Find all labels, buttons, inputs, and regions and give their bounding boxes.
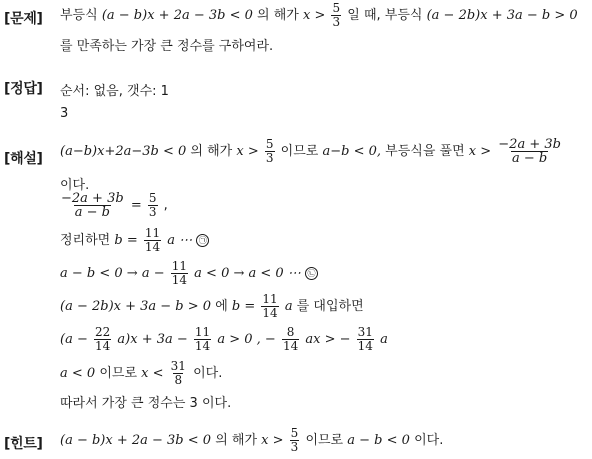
problem-line-1: 부등식 (a − b)x + 2a − 3b < 0 의 해가 x > $\frac{5}{3}$ 일 때, 부등식 (a − 2b)x + 3a − b > 0 — [60, 1, 578, 29]
fraction-denominator: a − b — [74, 205, 110, 220]
answer-label: [정답] — [4, 81, 43, 97]
fraction-numerator: 11 — [194, 325, 211, 339]
answer-meta: 순서: 없음, 갯수: 1 — [60, 84, 169, 99]
hint-line: (a − b)x + 2a − 3b < 0 의 해가 x > $\frac{5}{3}$ 이므로 a − b < 0 이다. — [60, 426, 444, 454]
fraction-denominator: 14 — [262, 306, 278, 320]
fraction-denominator: 8 — [174, 373, 183, 387]
fraction-numerator: −2a + 3b — [61, 191, 124, 206]
fraction — [261, 293, 278, 320]
fraction-numerator: 5 — [148, 191, 157, 205]
fraction-denominator: a − b — [512, 151, 548, 166]
fraction-denominator: 14 — [282, 339, 299, 353]
fraction — [290, 427, 300, 454]
fraction-numerator: 8 — [286, 325, 295, 339]
fraction-denominator: 14 — [95, 339, 111, 353]
explanation-line-7: (a − $\frac{22}{14}$ a)x + 3a − $\frac{11}{14}$ a > 0 , − $\frac{8}{14}$ ax > − $\frac{31}{14}$ a — [60, 325, 388, 353]
fraction — [148, 192, 158, 219]
fraction — [497, 138, 562, 165]
fraction — [170, 360, 187, 387]
fraction-denominator: 14 — [357, 339, 373, 353]
fraction-numerator: 31 — [170, 359, 186, 373]
circled-mark: ㉡ — [305, 267, 318, 280]
circled-mark: ㉠ — [196, 234, 209, 247]
fraction — [171, 260, 188, 287]
fraction — [282, 326, 299, 353]
hint-label: [힌트] — [4, 436, 43, 452]
fraction-numerator: 5 — [332, 1, 341, 15]
explanation-label: [해설] — [4, 151, 43, 167]
fraction-numerator: 31 — [357, 325, 373, 339]
fraction-numerator: 11 — [171, 259, 188, 273]
fraction-denominator: 3 — [332, 15, 341, 29]
explanation-line-3: $\frac{-2a + 3b}{a - b}$ = $\frac{5}{3}$ , — [61, 191, 168, 220]
explanation-line-4: 정리하면 b = $\frac{11}{14}$ a ⋯ ㉠ — [60, 227, 209, 254]
explanation-line-2: 이다. — [60, 178, 90, 193]
fraction-denominator: 14 — [171, 273, 188, 287]
fraction-denominator: 3 — [148, 205, 157, 219]
fraction-denominator: 3 — [265, 151, 274, 165]
fraction — [357, 326, 374, 353]
fraction-numerator: 11 — [262, 292, 278, 306]
fraction — [144, 227, 161, 254]
fraction-denominator: 14 — [194, 339, 211, 353]
fraction — [265, 138, 275, 165]
explanation-line-9: 따라서 가장 큰 정수는 3 이다. — [60, 396, 232, 411]
fraction-numerator: 22 — [95, 325, 111, 339]
problem-line-2: 를 만족하는 가장 큰 정수를 구하여라. — [60, 39, 274, 54]
answer-value: 3 — [60, 106, 69, 121]
fraction-numerator: 11 — [144, 226, 161, 240]
fraction — [194, 326, 211, 353]
fraction — [331, 2, 341, 29]
fraction-denominator: 3 — [290, 440, 299, 454]
explanation-line-6: (a − 2b)x + 3a − b > 0 에 b = $\frac{11}{14}$ a 를 대입하면 — [60, 292, 364, 320]
fraction-denominator: 14 — [144, 240, 161, 254]
explanation-line-1: (a−b)x+2a−3b < 0 의 해가 x > $\frac{5}{3}$ 이므로 a−b < 0, 부등식을 풀면 x > $\frac{-2a + 3b}{a - b}$ — [60, 137, 561, 166]
fraction — [94, 326, 111, 353]
problem-label: [문제] — [4, 11, 43, 27]
explanation-line-8: a < 0 이므로 x < $\frac{31}{8}$ 이다. — [60, 359, 223, 387]
fraction-numerator: 5 — [265, 137, 274, 151]
explanation-line-5: a − b < 0 → a − $\frac{11}{14}$ a < 0 → a < 0 ⋯ ㉡ — [60, 260, 318, 287]
fraction-numerator: 5 — [290, 426, 299, 440]
fraction-numerator: −2a + 3b — [498, 137, 561, 152]
fraction — [60, 192, 125, 219]
